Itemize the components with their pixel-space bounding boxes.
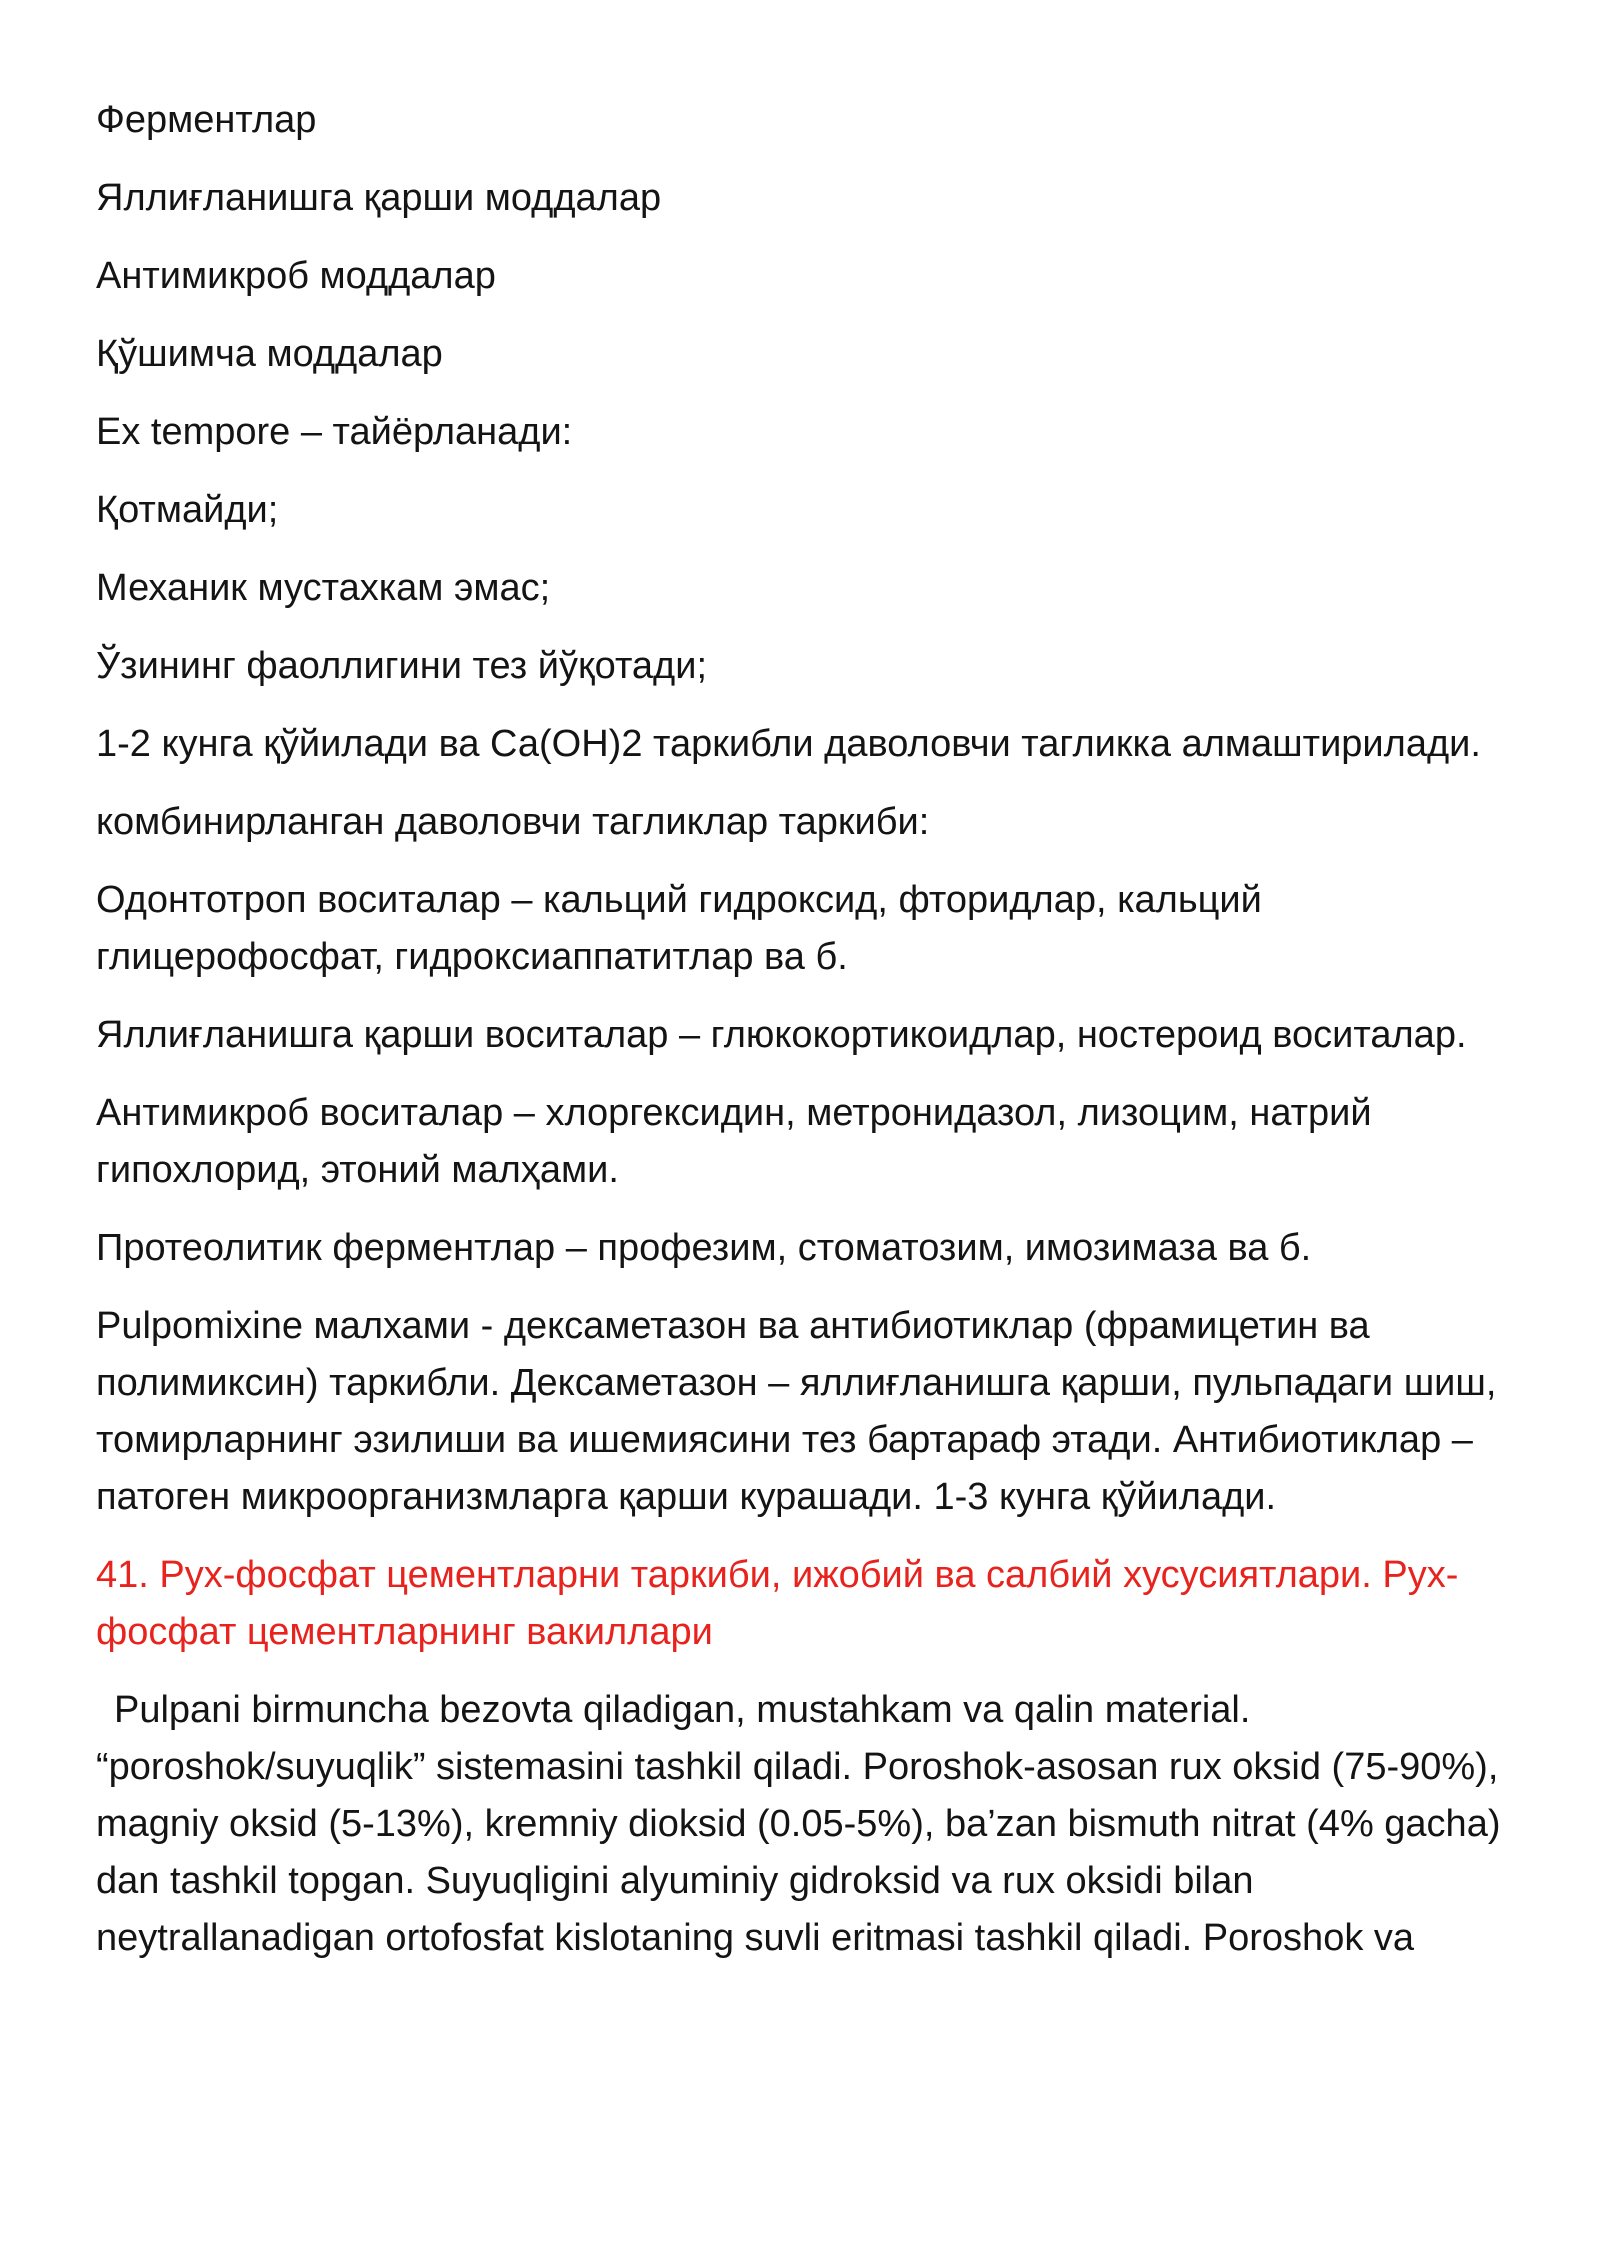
paragraph-anti-inflammatory-agents: Яллиғланишга қарши воситалар – глюкокортикоидлар, ностероид воситалар. [96,1014,1467,1056]
paragraph-zinc-phosphate: Pulpani birmuncha bezovta qiladigan, mustahkam va qalin material. “poroshok/suyuqlik” sistemasini tashkil qiladi. Poroshok-asosan rux oksid (75-90%), magniy oksid (5-13%), kremniy dioksid (0.05-5%), ba’zan bismuth nitrat (4% gacha) dan tashkil topgan. Suyuqligini alyuminiy gidroksid va rux oksidi bilan neytrallanadigan ortofosfat kislotaning suvli eritmasi tashkil qiladi. Poroshok va [96,1689,1501,1959]
paragraph-replacement: 1-2 кунга қўйилади ва Са(ОН)2 таркибли даволовчи тагликка алмаштирилади. [96,723,1481,765]
section-heading-41: 41. Рух-фосфат цементларни таркиби, ижобий ва салбий хусусиятлари. Рух-фосфат цементларнинг вакиллари [96,1554,1459,1653]
paragraph-pulpomixine: Pulpomixine малхами - дексаметазон ва антибиотиклар (фрамицетин ва полимиксин) таркибли. Дексаметазон – яллиғланишга қарши, пульпадаги шиш, томирларнинг эзилиши ва ишемиясини тез бартараф этади. Антибиотиклар – патоген микроорганизмларга қарши курашади. 1-3 кунга қўйилади. [96,1305,1497,1518]
list-item-enzymes: Ферментлар [96,99,317,141]
paragraph-proteolytic: Протеолитик ферментлар – профезим, стоматозим, имозимаза ва б. [96,1227,1312,1269]
paragraph-combined-composition: комбинирланган даволовчи тагликлар таркиби: [96,801,930,843]
list-item-additional: Қўшимча моддалар [96,333,443,375]
list-item-loses-activity: Ўзининг фаоллигини тез йўқотади; [96,645,708,687]
list-item-ex-tempore: Ex tempore – тайёрланади: [96,411,573,453]
list-item-antimicrobial: Антимикроб моддалар [96,255,496,297]
document-body [96,92,1516,1988]
list-item-anti-inflammatory: Яллиғланишга қарши моддалар [96,177,662,219]
paragraph-odontotropic: Одонтотроп воситалар – кальций гидроксид, фторидлар, кальций глицерофосфат, гидроксиаппатитлар ва б. [96,879,1262,978]
list-item-not-durable: Механик мустахкам эмас; [96,567,551,609]
list-item-no-setting: Қотмайди; [96,489,279,531]
paragraph-antimicrobial-agents: Антимикроб воситалар – хлоргексидин, метронидазол, лизоцим, натрий гипохлорид, этоний малҳами. [96,1092,1372,1191]
